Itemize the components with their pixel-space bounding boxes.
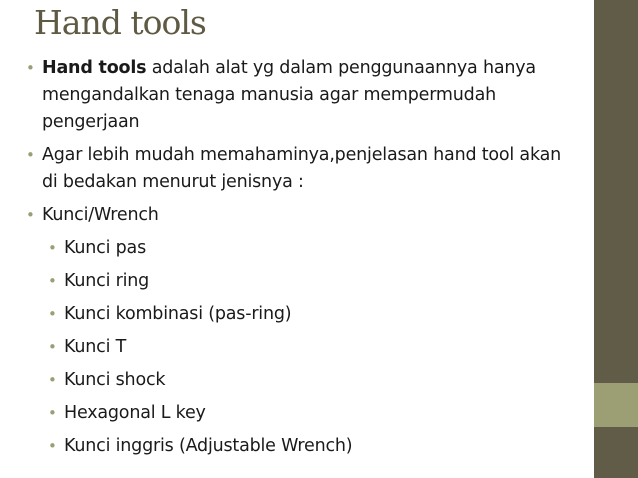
sub-bullet-item	[0, 334, 590, 361]
bullet-bold-term: Hand tools	[42, 58, 147, 78]
bullet-icon: •	[48, 404, 57, 422]
sidebar-decoration-bottom	[594, 427, 638, 478]
bullet-icon: •	[26, 146, 35, 164]
sub-bullet-item	[0, 433, 590, 460]
bullet-icon: •	[48, 371, 57, 389]
slide-title: Hand tools	[34, 3, 206, 42]
bullet-icon: •	[48, 338, 57, 356]
bullet-item-explanation	[0, 142, 562, 196]
bullet-icon: •	[48, 437, 57, 455]
bullet-text: Agar lebih mudah memahaminya,penjelasan hand tool akan di bedakan menurut jenisnya :	[42, 145, 562, 192]
bullet-icon: •	[26, 206, 35, 224]
sub-bullet-item	[0, 400, 590, 427]
sidebar-decoration-top	[594, 0, 638, 383]
bullet-item-wrench	[0, 202, 590, 229]
sidebar-decoration-accent	[594, 383, 638, 427]
sub-bullet-text: Hexagonal L key	[64, 403, 206, 423]
sub-bullet-text: Kunci kombinasi (pas-ring)	[64, 304, 292, 324]
sub-bullet-text: Kunci shock	[64, 370, 166, 390]
sub-bullet-item	[0, 367, 590, 394]
sub-bullet-text: Kunci ring	[64, 271, 150, 291]
sub-bullet-text: Kunci T	[64, 337, 127, 357]
sub-bullet-item	[0, 235, 590, 262]
bullet-list	[0, 55, 590, 466]
bullet-icon: •	[48, 239, 57, 257]
bullet-icon: •	[48, 305, 57, 323]
sub-bullet-text: Kunci inggris (Adjustable Wrench)	[64, 436, 353, 456]
sub-bullet-item	[0, 268, 590, 295]
bullet-text: Kunci/Wrench	[42, 205, 159, 225]
bullet-icon: •	[48, 272, 57, 290]
bullet-icon: •	[26, 59, 35, 77]
bullet-item-hand-tools	[0, 55, 562, 136]
sub-bullet-item	[0, 301, 590, 328]
sub-bullet-text: Kunci pas	[64, 238, 146, 258]
bullet-text: adalah alat yg dalam penggunaannya hanya mengandalkan tenaga manusia agar mempermudah pengerjaan	[42, 58, 536, 132]
